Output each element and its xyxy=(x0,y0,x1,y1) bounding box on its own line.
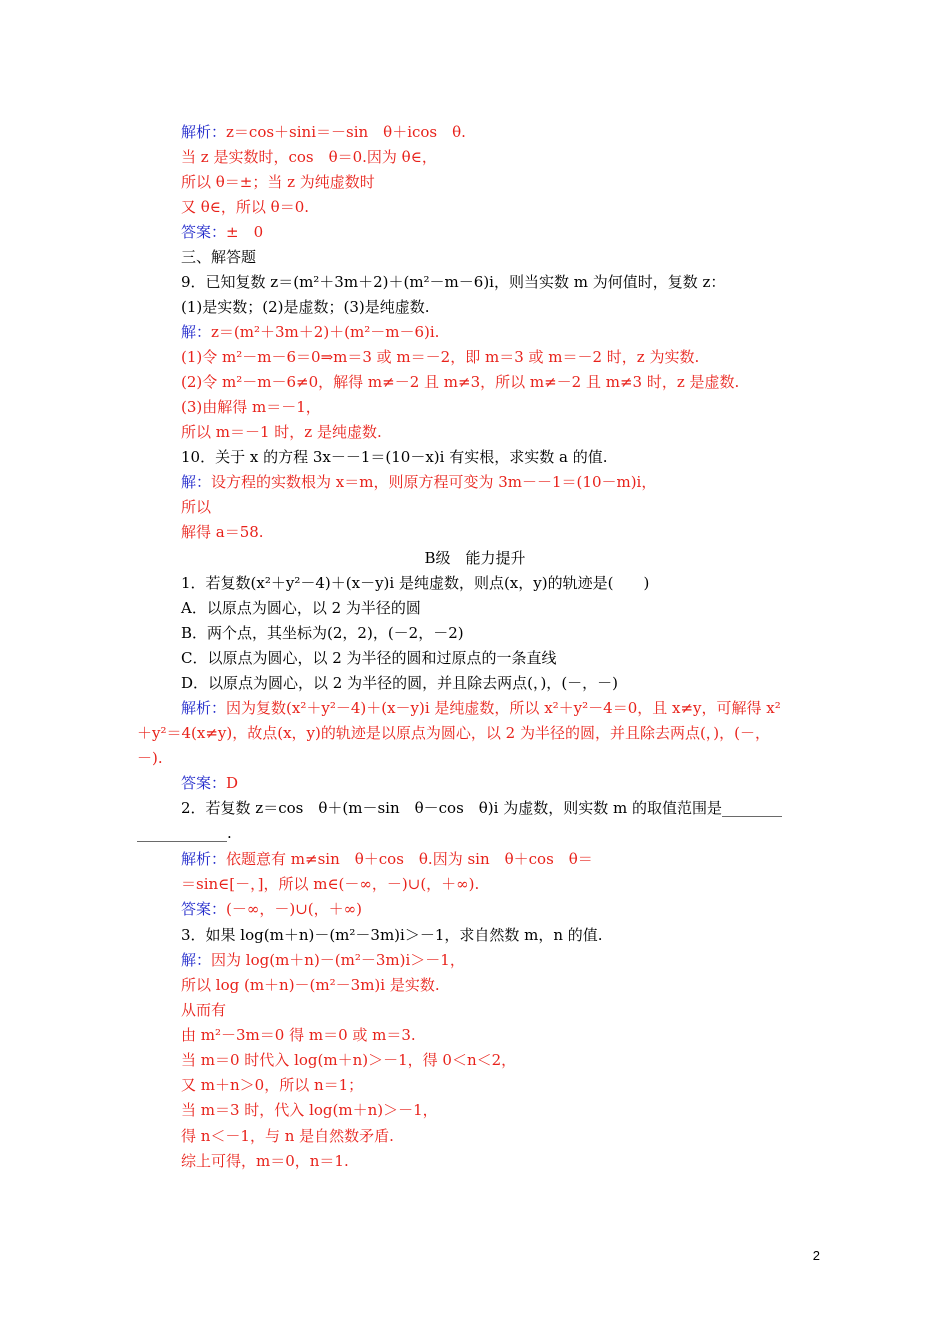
text-run: 解析： xyxy=(181,123,227,141)
text-run: B级 能力提升 xyxy=(424,549,526,567)
text-line xyxy=(181,648,557,668)
text-run: 2．若复数 z＝cos θ＋(m－sin θ－cos θ)i 为虚数，则实数 m 的取值范围是________ xyxy=(181,799,782,817)
text-run: －). xyxy=(137,749,163,767)
text-run: 又 m＋n＞0，所以 n＝1； xyxy=(181,1076,364,1094)
text-line xyxy=(181,1100,438,1120)
text-line xyxy=(137,748,163,768)
text-line xyxy=(181,698,781,718)
text-line xyxy=(181,372,739,392)
text-run: ＝sin∈[－，]，所以 m∈(－∞，－)∪(，＋∞). xyxy=(181,875,480,893)
text-line xyxy=(181,673,618,693)
text-line xyxy=(181,497,211,517)
text-run: 又 θ∈，所以 θ＝0. xyxy=(181,198,310,216)
text-run: 所以 log (m＋n)－(m²－3m)i 是实数. xyxy=(181,976,440,994)
text-run: (3)由解得 m＝－1， xyxy=(181,398,321,416)
text-run: (1)令 m²－m－6＝0⇒m＝3 或 m＝－2，即 m＝3 或 m＝－2 时，z 为实数. xyxy=(181,348,700,366)
text-run: A．以原点为圆心，以 2 为半径的圆 xyxy=(181,599,421,617)
text-run: 当 z 是实数时，cos θ＝0.因为 θ∈， xyxy=(181,148,437,166)
text-run: 所以 m＝－1 时，z 是纯虚数. xyxy=(181,423,382,441)
text-line xyxy=(181,447,607,467)
text-run: 因为 log(m＋n)－(m²－3m)i＞－1， xyxy=(211,951,465,969)
text-line xyxy=(181,247,256,267)
text-run: (2)令 m²－m－6≠0，解得 m≠－2 且 m≠3，所以 m≠－2 且 m≠3 时，z 是虚数. xyxy=(181,373,740,391)
text-run: 设方程的实数根为 x＝m，则原方程可变为 3m－－1＝(10－m)i， xyxy=(211,473,657,491)
text-run: D xyxy=(226,774,239,792)
text-run: (－∞，－)∪(，＋∞) xyxy=(226,900,362,918)
text-line xyxy=(181,573,649,593)
text-run: C．以原点为圆心，以 2 为半径的圆和过原点的一条直线 xyxy=(181,649,557,667)
text-run: 得 n＜－1，与 n 是自然数矛盾. xyxy=(181,1127,394,1145)
text-line xyxy=(181,773,238,793)
text-line xyxy=(181,950,465,970)
text-run: 因为复数(x²＋y²－4)＋(x－y)i 是纯虚数，所以 x²＋y²－4＝0，且 x≠y，可解得 x² xyxy=(226,699,781,717)
text-line xyxy=(181,874,479,894)
text-run: 三、解答题 xyxy=(181,248,257,266)
text-run: 当 m＝0 时代入 log(m＋n)＞－1，得 0＜n＜2， xyxy=(181,1051,517,1069)
text-run: 9．已知复数 z＝(m²＋3m＋2)＋(m²－m－6)i，则当实数 m 为何值时，复数 z： xyxy=(181,273,726,291)
text-line xyxy=(181,1151,349,1171)
text-line xyxy=(181,322,439,342)
text-run: 依题意有 m≠sin θ＋cos θ.因为 sin θ＋cos θ＝ xyxy=(226,850,593,868)
text-line xyxy=(181,222,263,242)
text-line xyxy=(181,1126,394,1146)
text-line xyxy=(181,849,593,869)
text-run: 解析： xyxy=(181,850,227,868)
text-run: 从而有 xyxy=(181,1001,227,1019)
text-run: 10．关于 x 的方程 3x－－1＝(10－x)i 有实根，求实数 a 的值. xyxy=(181,448,608,466)
text-line xyxy=(181,422,382,442)
text-line xyxy=(137,823,232,843)
text-run: B．两个点，其坐标为(2，2)，(－2，－2) xyxy=(181,624,464,642)
text-run: 解得 a＝58. xyxy=(181,523,264,541)
text-run: 由 m²－3m＝0 得 m＝0 或 m＝3. xyxy=(181,1026,416,1044)
text-run: 当 m＝3 时，代入 log(m＋n)＞－1， xyxy=(181,1101,438,1119)
text-line xyxy=(181,347,699,367)
text-line xyxy=(137,723,770,743)
text-run: 解： xyxy=(181,951,212,969)
text-line xyxy=(181,172,375,192)
text-run: 1．若复数(x²＋y²－4)＋(x－y)i 是纯虚数，则点(x，y)的轨迹是( ) xyxy=(181,574,650,592)
text-run: ± 0 xyxy=(226,223,264,241)
text-line xyxy=(181,197,309,217)
text-line xyxy=(181,272,725,292)
text-run: z＝cos＋sini＝－sin θ＋icos θ. xyxy=(226,123,466,141)
text-run: 解： xyxy=(181,473,212,491)
text-run: 解析： xyxy=(181,699,227,717)
text-line xyxy=(181,1075,363,1095)
text-line xyxy=(181,598,421,618)
text-line xyxy=(0,548,950,568)
text-run: 答案： xyxy=(181,900,227,918)
text-line xyxy=(181,975,440,995)
text-line xyxy=(181,1025,416,1045)
text-line xyxy=(181,472,656,492)
text-line xyxy=(181,899,362,919)
text-run: 所以 θ＝±；当 z 为纯虚数时 xyxy=(181,173,375,191)
text-run: 3．如果 log(m＋n)－(m²－3m)i＞－1，求自然数 m，n 的值. xyxy=(181,926,603,944)
page-number: 2 xyxy=(812,1248,820,1263)
text-run: (1)是实数；(2)是虚数；(3)是纯虚数. xyxy=(181,298,430,316)
text-line xyxy=(181,297,430,317)
text-line xyxy=(181,1050,516,1070)
text-line xyxy=(181,925,603,945)
text-run: ＋y²＝4(x≠y)，故点(x，y)的轨迹是以原点为圆心，以 2 为半径的圆，并且除去两点(，)，(－， xyxy=(137,724,771,742)
text-run: 所以 xyxy=(181,498,212,516)
text-run: ____________. xyxy=(137,824,232,842)
text-run: 综上可得，m＝0，n＝1. xyxy=(181,1152,349,1170)
text-line xyxy=(181,147,437,167)
text-line xyxy=(181,1000,226,1020)
text-run: 答案： xyxy=(181,223,227,241)
text-line xyxy=(181,122,466,142)
text-line xyxy=(181,623,464,643)
text-run: z＝(m²＋3m＋2)＋(m²－m－6)i. xyxy=(211,323,440,341)
text-line xyxy=(181,397,321,417)
text-run: 解： xyxy=(181,323,212,341)
text-line xyxy=(181,798,782,818)
text-line xyxy=(181,522,264,542)
text-run: 答案： xyxy=(181,774,227,792)
text-run: D．以原点为圆心，以 2 为半径的圆，并且除去两点(，)，(－，－) xyxy=(181,674,619,692)
